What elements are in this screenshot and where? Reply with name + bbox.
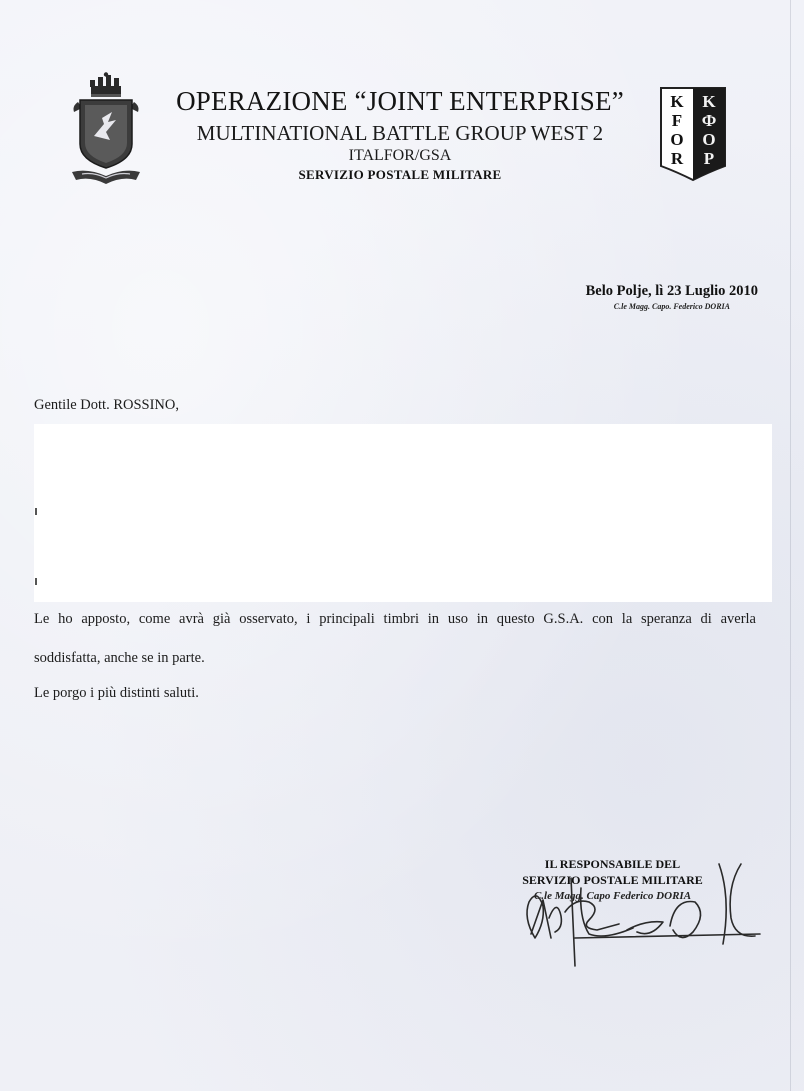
- kfor-letter: K: [670, 92, 684, 111]
- paper-crease: [790, 0, 791, 1091]
- margin-mark: [35, 578, 37, 585]
- signature-name: C.le Magg. Capo Federico DORIA: [533, 890, 692, 902]
- kfor-letter-cyrillic: Ф: [701, 111, 717, 130]
- army-crest-emblem: [68, 72, 144, 188]
- header-unit: ITALFOR/GSA: [348, 147, 452, 164]
- handwritten-signature: [505, 858, 765, 968]
- place-date: Belo Polje, lì 23 Luglio 2010: [585, 283, 758, 299]
- redacted-area: [34, 424, 772, 602]
- kfor-letter-cyrillic: О: [702, 130, 716, 149]
- header-service: SERVIZIO POSTALE MILITARE: [298, 167, 502, 182]
- header-subtitle: MULTINATIONAL BATTLE GROUP WEST 2: [196, 121, 604, 145]
- kfor-letter: R: [670, 149, 684, 168]
- signature-title-line1: IL RESPONSABILE DEL: [544, 857, 681, 871]
- salutation: Gentile Dott. ROSSINO,: [34, 397, 179, 413]
- body-paragraph-line1: Le ho apposto, come avrà già osservato, i principali timbri in uso in questo G.S.A. con la speranza di averla: [34, 611, 756, 627]
- signature-title-line2: SERVIZIO POSTALE MILITARE: [522, 873, 703, 887]
- kfor-letter: O: [670, 130, 684, 149]
- kfor-letter-cyrillic: K: [702, 92, 716, 111]
- closing-greeting: Le porgo i più distinti saluti.: [34, 685, 199, 701]
- kfor-letter-cyrillic: Р: [703, 149, 715, 168]
- sender-line: C.le Magg. Capo. Federico DORIA: [613, 302, 730, 311]
- kfor-letter: F: [671, 111, 683, 130]
- header-title: OPERAZIONE “JOINT ENTERPRISE”: [176, 86, 624, 116]
- body-paragraph-line2: soddisfatta, anche se in parte.: [34, 650, 205, 666]
- kfor-badge-emblem: [659, 86, 727, 182]
- margin-mark: [35, 508, 37, 515]
